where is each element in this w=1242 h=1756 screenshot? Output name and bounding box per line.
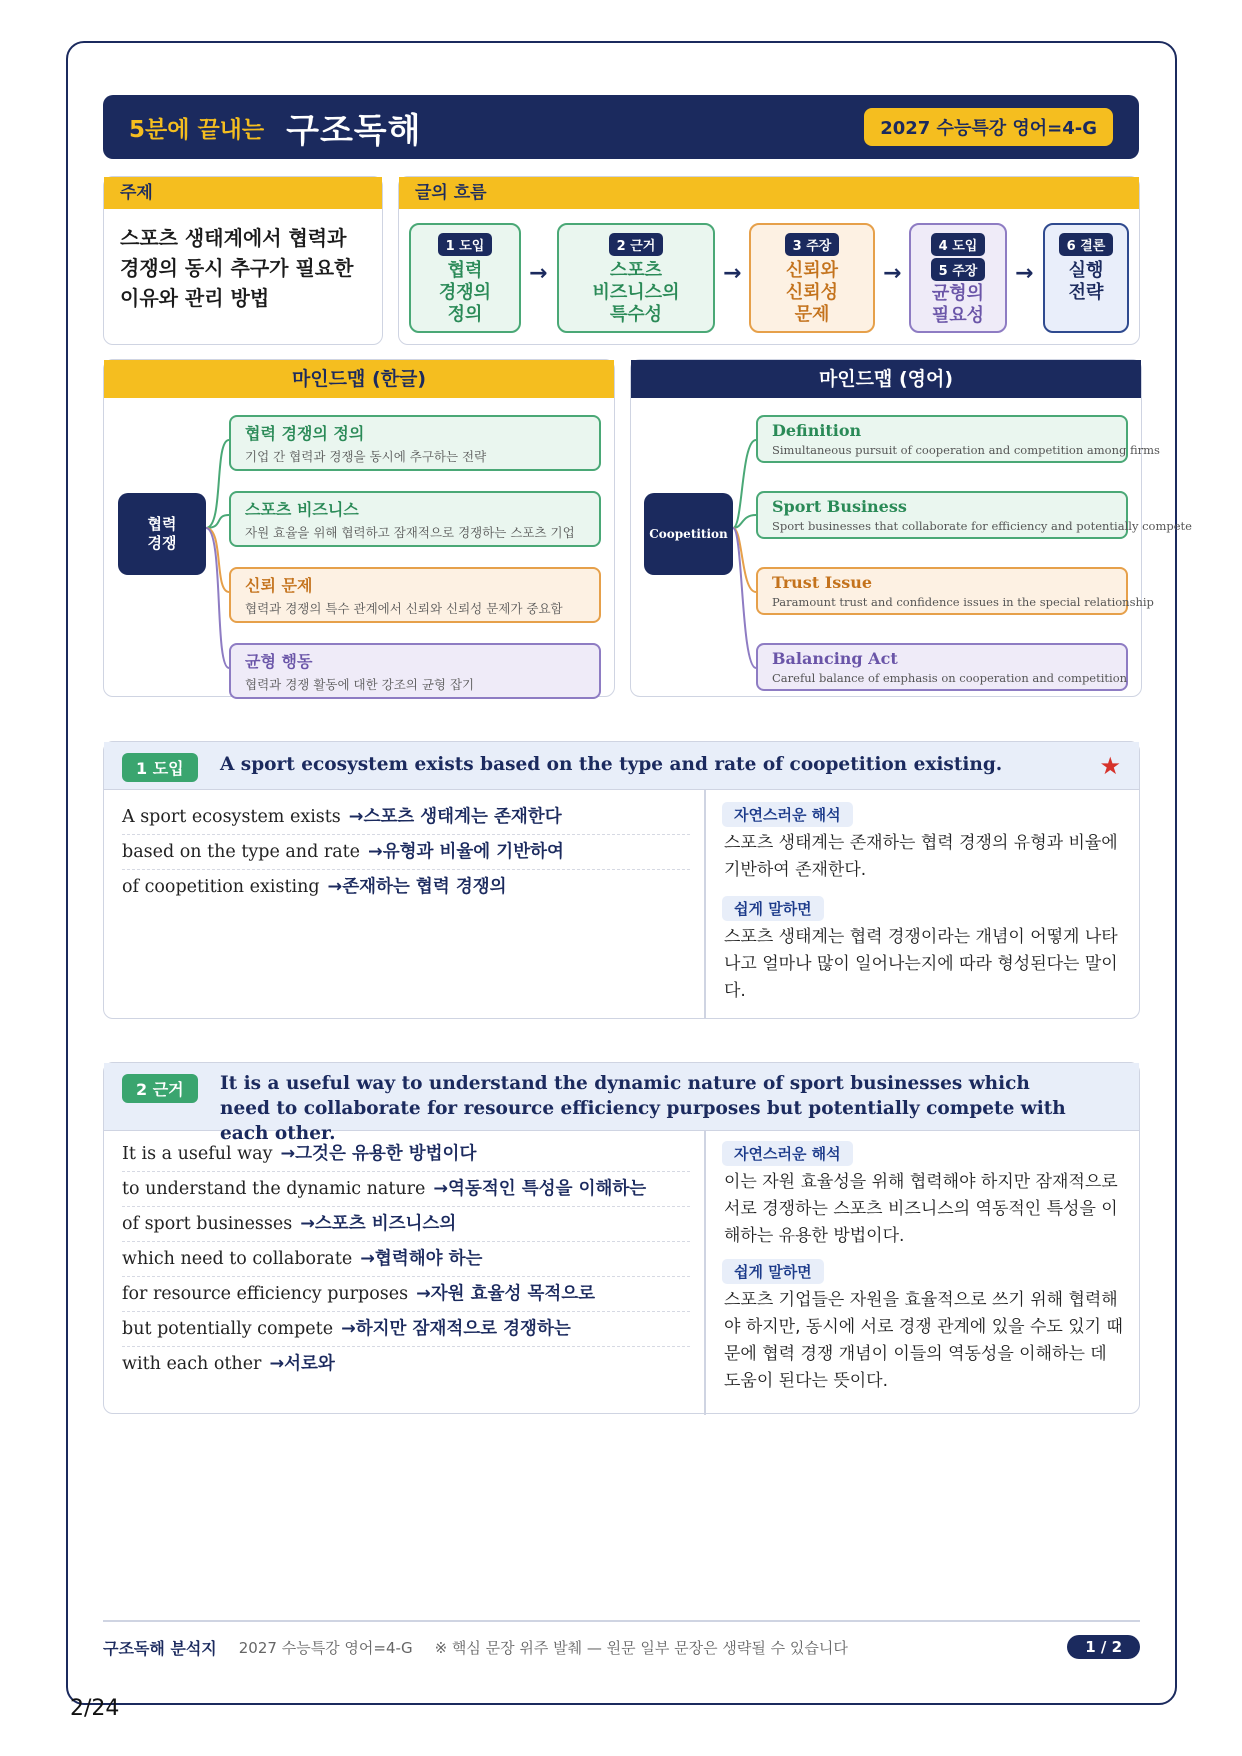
chunk-en: of sport businesses bbox=[122, 1214, 293, 1234]
chunk-en: which need to collaborate bbox=[122, 1249, 353, 1269]
topic-heading: 주제 bbox=[104, 177, 382, 209]
chunk-ko: →존재하는 협력 경쟁의 bbox=[327, 877, 507, 897]
flow-step-1 bbox=[409, 223, 521, 333]
mindmap-node bbox=[229, 415, 601, 471]
chunk-ko: →스포츠 생태계는 존재한다 bbox=[348, 807, 562, 827]
mindmap-node-title: 협력 경쟁의 정의 bbox=[245, 424, 365, 443]
flow-step-4 bbox=[909, 223, 1007, 333]
flow-box bbox=[398, 176, 1140, 345]
mindmap-node-desc: 협력과 경쟁의 특수 관계에서 신뢰와 신뢰성 문제가 중요함 bbox=[245, 601, 563, 616]
easy-explanation-label: 쉽게 말하면 bbox=[722, 896, 824, 921]
mindmap-node-desc: 협력과 경쟁 활동에 대한 강조의 균형 잡기 bbox=[245, 677, 475, 692]
chunk-row bbox=[122, 1137, 690, 1172]
chunk-en: with each other bbox=[122, 1354, 262, 1374]
chunk-en: of coopetition existing bbox=[122, 877, 320, 897]
flow-step-tag: 4 도입 bbox=[931, 233, 986, 256]
flow-step-5 bbox=[1043, 223, 1129, 333]
flow-step-label: 스포츠 비즈니스의 특수성 bbox=[592, 260, 680, 325]
star-icon: ★ bbox=[1099, 752, 1121, 780]
easy-explanation-text: 스포츠 생태계는 협력 경쟁이라는 개념이 어떻게 나타나고 얼마나 많이 일어나는지에 따라 형성된다는 말이다. bbox=[724, 927, 1118, 1001]
section-1-header bbox=[104, 742, 1139, 790]
mindmap-node-desc: Careful balance of emphasis on cooperation and competition bbox=[772, 671, 1128, 685]
topic-box bbox=[103, 176, 383, 345]
flow-step-label: 균형의 필요성 bbox=[931, 283, 985, 326]
mindmap-node-desc: Paramount trust and confidence issues in the special relationship bbox=[772, 595, 1154, 609]
footer-note: ※ 핵심 문장 위주 발췌 — 원문 일부 문장은 생략될 수 있습니다 bbox=[434, 1638, 848, 1657]
mindmap-node bbox=[229, 643, 601, 699]
chunk-en: A sport ecosystem exists bbox=[122, 807, 341, 827]
mindmap-node bbox=[756, 567, 1154, 615]
flow-step-3 bbox=[749, 223, 875, 333]
chunk-row bbox=[122, 1347, 690, 1381]
chunk-row bbox=[122, 1312, 690, 1347]
header-subtitle: 5분에 끝내는 bbox=[129, 116, 265, 143]
mindmap-node bbox=[229, 567, 601, 623]
mindmap-node-desc: Sport businesses that collaborate for efficiency and potentially compete bbox=[772, 519, 1192, 533]
chunk-ko: →스포츠 비즈니스의 bbox=[300, 1214, 457, 1234]
mindmap-korean-heading: 마인드맵 (한글) bbox=[104, 360, 614, 398]
chunk-en: to understand the dynamic nature bbox=[122, 1179, 426, 1199]
flow-step-label: 실행 전략 bbox=[1068, 260, 1104, 303]
page-counter: 2/24 bbox=[70, 1696, 120, 1721]
section-2-header bbox=[104, 1063, 1139, 1144]
mindmap-node bbox=[756, 643, 1128, 691]
section-sentence: It is a useful way to understand the dynamic nature of sport businesses which need to collaborate for resource efficiency purposes but potentially compete with each other. bbox=[220, 1073, 1066, 1144]
mindmap-english-center: Coopetition bbox=[644, 493, 733, 575]
section-1 bbox=[103, 741, 1140, 1019]
mindmap-node bbox=[229, 491, 601, 547]
page-number-badge: 1 / 2 bbox=[1067, 1635, 1140, 1659]
section-1-body bbox=[104, 790, 1139, 1018]
section-2-body bbox=[104, 1131, 1139, 1415]
chunk-ko: →그것은 유용한 방법이다 bbox=[280, 1144, 477, 1164]
chunk-row bbox=[122, 800, 690, 835]
chunk-row bbox=[122, 835, 690, 870]
mindmap-node-desc: Simultaneous pursuit of cooperation and competition among firms bbox=[772, 443, 1160, 457]
column-divider bbox=[704, 1131, 706, 1415]
topic-text: 스포츠 생태계에서 협력과 경쟁의 동시 추구가 필요한 이유와 관리 방법 bbox=[120, 226, 354, 310]
chunk-ko: →유형과 비율에 기반하여 bbox=[368, 842, 564, 862]
flow-step-tag: 1 도입 bbox=[438, 233, 493, 256]
flow-step-tag-2: 5 주장 bbox=[931, 258, 986, 281]
mindmap-korean-center: 협력 경쟁 bbox=[118, 493, 206, 575]
easy-explanation-text: 스포츠 기업들은 자원을 효율적으로 쓰기 위해 협력해야 하지만, 동시에 서로 경쟁 관계에 있을 수도 있기 때문에 협력 경쟁 개념이 이들의 역동성을 이해하는 데 도움이 된다는 뜻이다. bbox=[724, 1290, 1123, 1391]
natural-translation-label: 자연스러운 해석 bbox=[722, 1141, 853, 1166]
chunk-row bbox=[122, 1277, 690, 1312]
chunk-en: but potentially compete bbox=[122, 1319, 334, 1339]
mindmap-node-title: 신뢰 문제 bbox=[245, 576, 313, 595]
section-2 bbox=[103, 1062, 1140, 1414]
flow-step-tag: 2 근거 bbox=[609, 233, 664, 256]
chunk-ko: →서로와 bbox=[269, 1354, 335, 1374]
flow-step-tag: 6 결론 bbox=[1059, 233, 1114, 256]
mindmap-english-heading: 마인드맵 (영어) bbox=[631, 360, 1141, 398]
mindmap-node-title: Sport Business bbox=[772, 497, 907, 516]
section-badge: 2 근거 bbox=[122, 1074, 198, 1103]
footer-brand: 구조독해 분석지 bbox=[103, 1638, 217, 1658]
flow-step-tag: 3 주장 bbox=[785, 233, 840, 256]
header-title: 구조독해 bbox=[286, 110, 422, 151]
mindmap-node-title: 균형 행동 bbox=[245, 652, 313, 671]
natural-translation-text: 스포츠 생태계는 존재하는 협력 경쟁의 유형과 비율에 기반하여 존재한다. bbox=[724, 833, 1118, 880]
flow-step-label: 신뢰와 신뢰성 문제 bbox=[785, 260, 839, 325]
chunk-row bbox=[122, 1207, 690, 1242]
chunk-row bbox=[122, 1242, 690, 1277]
mindmap-node-desc: 기업 간 협력과 경쟁을 동시에 추구하는 전략 bbox=[245, 449, 487, 464]
mindmap-node-desc: 자원 효율을 위해 협력하고 잠재적으로 경쟁하는 스포츠 기업 bbox=[245, 525, 575, 540]
flow-arrow-icon: → bbox=[1015, 261, 1034, 286]
flow-step-label: 협력 경쟁의 정의 bbox=[438, 260, 492, 325]
flow-arrow-icon: → bbox=[883, 261, 902, 286]
footer-source: 2027 수능특강 영어=4-G bbox=[238, 1638, 413, 1657]
chunk-row bbox=[122, 870, 690, 904]
section-badge: 1 도입 bbox=[122, 753, 198, 782]
easy-explanation-label: 쉽게 말하면 bbox=[722, 1259, 824, 1284]
mindmap-node bbox=[756, 491, 1192, 539]
chunk-row bbox=[122, 1172, 690, 1207]
mindmap-node-title: Balancing Act bbox=[772, 649, 898, 668]
flow-arrow-icon: → bbox=[529, 261, 548, 286]
flow-heading: 글의 흐름 bbox=[399, 177, 1139, 209]
chunk-en: for resource efficiency purposes bbox=[122, 1284, 409, 1304]
section-sentence: A sport ecosystem exists based on the type and rate of coopetition existing. bbox=[220, 754, 1003, 775]
mindmap-english bbox=[630, 359, 1192, 697]
footer-divider bbox=[103, 1620, 1140, 1622]
chunk-ko: →협력해야 하는 bbox=[360, 1249, 483, 1269]
mindmap-korean bbox=[103, 359, 615, 697]
column-divider bbox=[704, 790, 706, 1018]
natural-translation-text: 이는 자원 효율성을 위해 협력해야 하지만 잠재적으로 서로 경쟁하는 스포츠 비즈니스의 역동적인 특성을 이해하는 유용한 방법이다. bbox=[724, 1172, 1118, 1246]
flow-step-2 bbox=[557, 223, 715, 333]
page-header bbox=[103, 95, 1139, 159]
flow-arrow-icon: → bbox=[723, 261, 742, 286]
page-footer bbox=[103, 1632, 1140, 1662]
chunk-ko: →하지만 잠재적으로 경쟁하는 bbox=[341, 1319, 571, 1339]
mindmap-node-title: Definition bbox=[772, 421, 862, 440]
source-badge: 2027 수능특강 영어=4-G bbox=[864, 108, 1113, 146]
natural-translation-label: 자연스러운 해석 bbox=[722, 802, 853, 827]
flow-row bbox=[399, 223, 1139, 333]
mindmap-node bbox=[756, 415, 1160, 463]
chunk-ko: →자원 효율성 목적으로 bbox=[416, 1284, 596, 1304]
chunk-ko: →역동적인 특성을 이해하는 bbox=[433, 1179, 647, 1199]
chunk-en: based on the type and rate bbox=[122, 842, 361, 862]
chunk-en: It is a useful way bbox=[122, 1144, 273, 1164]
mindmap-node-title: Trust Issue bbox=[772, 573, 873, 592]
mindmap-node-title: 스포츠 비즈니스 bbox=[245, 500, 359, 519]
